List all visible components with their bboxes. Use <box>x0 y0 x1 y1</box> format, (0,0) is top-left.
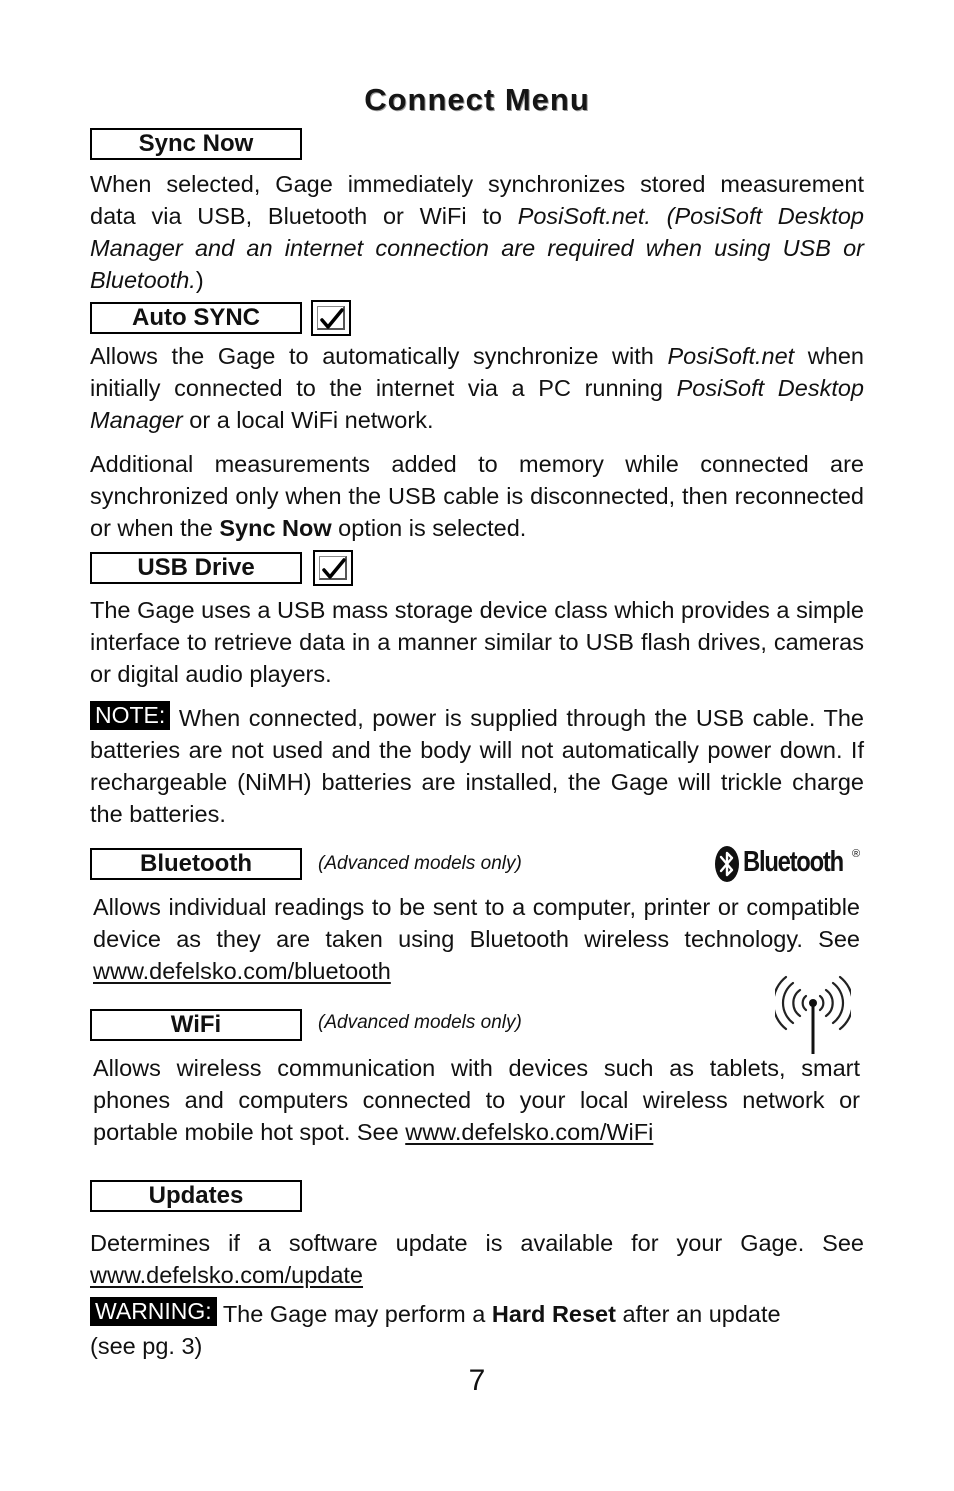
page-title: Connect Menu <box>364 82 590 117</box>
wifi-antenna-icon <box>775 972 851 1056</box>
warning-text-c: after an update (see pg. 3) <box>90 1301 781 1359</box>
usb-drive-checkbox[interactable] <box>313 550 353 586</box>
bluetooth-link[interactable]: www.defelsko.com/bluetooth <box>93 958 391 984</box>
bluetooth-description <box>93 891 860 987</box>
updates-text: Determines if a software update is available for your Gage. See <box>90 1230 864 1256</box>
bluetooth-text: Allows individual readings to be sent to a computer, printer or compatible device as they are taken using Bluetooth wireless technology. See <box>93 894 860 952</box>
bluetooth-icon <box>713 845 741 883</box>
bluetooth-logo <box>713 844 863 884</box>
wifi-description <box>93 1052 860 1148</box>
bluetooth-logo-mark: ® <box>852 848 861 860</box>
bluetooth-qualifier: (Advanced models only) <box>318 853 522 874</box>
wifi-link[interactable]: www.defelsko.com/WiFi <box>405 1119 654 1145</box>
wifi-text: Allows wireless communication with devices such as tablets, smart phones and computers connected to your local wireless network or portable mobile hot spot. See <box>93 1055 860 1145</box>
auto-sync-additional <box>90 448 864 544</box>
sync-now-text-b: PosiSoft.net. (PosiSoft Desktop Manager and an internet connection are required when using USB or Bluetooth. <box>90 203 864 293</box>
updates-warning <box>90 1298 810 1362</box>
warning-text-b: Hard Reset <box>491 1301 616 1327</box>
auto-sync-checkbox[interactable] <box>311 300 351 336</box>
wifi-qualifier: (Advanced models only) <box>318 1012 522 1033</box>
warning-text-a: The Gage may perform a <box>222 1301 492 1327</box>
note-text: When connected, power is supplied through the USB cable. The batteries are not used and the body will not automatically power down. If rechargeable (NiMH) batteries are installed, the Gage will trickle charge the batteries. <box>90 705 864 827</box>
auto-sync-p2-a: Additional measurements added to memory while connected are synchronized only when the USB cable is disconnected, then reconnected or when the <box>90 451 864 541</box>
warning-label: WARNING: <box>90 1297 217 1326</box>
menu-item-updates[interactable]: Updates <box>90 1180 302 1212</box>
menu-item-bluetooth[interactable]: Bluetooth <box>90 848 302 880</box>
sync-now-text-a: When selected, Gage immediately synchronizes stored measurement data via USB, Bluetooth or WiFi to <box>90 171 864 229</box>
sync-now-text-c: ) <box>195 267 204 293</box>
auto-sync-p1-a: Allows the Gage to automatically synchronize with <box>90 343 668 369</box>
menu-item-auto-sync[interactable]: Auto SYNC <box>90 302 302 334</box>
auto-sync-p2-c: option is selected. <box>331 515 527 541</box>
checkmark-icon <box>319 307 345 331</box>
auto-sync-description <box>90 340 864 436</box>
auto-sync-p1-c: when initially connected to the internet via a PC running <box>90 343 864 401</box>
menu-item-usb-drive[interactable]: USB Drive <box>90 552 302 584</box>
note-label: NOTE: <box>90 701 170 730</box>
auto-sync-p1-e: or a local WiFi network. <box>182 407 434 433</box>
auto-sync-p1-d: PosiSoft Desktop Manager <box>90 375 865 433</box>
checkmark-icon <box>321 557 347 581</box>
sync-now-description <box>90 168 864 296</box>
updates-description <box>90 1227 864 1291</box>
menu-item-wifi[interactable]: WiFi <box>90 1009 302 1041</box>
auto-sync-p1-b: PosiSoft.net <box>667 343 795 369</box>
usb-drive-note <box>90 702 864 830</box>
usb-drive-description: The Gage uses a USB mass storage device class which provides a simple interface to retrieve data in a manner similar to USB flash drives, cameras or digital audio players. <box>90 597 864 687</box>
auto-sync-p2-b: Sync Now <box>219 515 332 541</box>
page-number: 7 <box>468 1364 486 1397</box>
menu-item-sync-now[interactable]: Sync Now <box>90 128 302 160</box>
bluetooth-logo-text: Bluetooth <box>743 846 843 878</box>
updates-link[interactable]: www.defelsko.com/update <box>90 1262 364 1288</box>
